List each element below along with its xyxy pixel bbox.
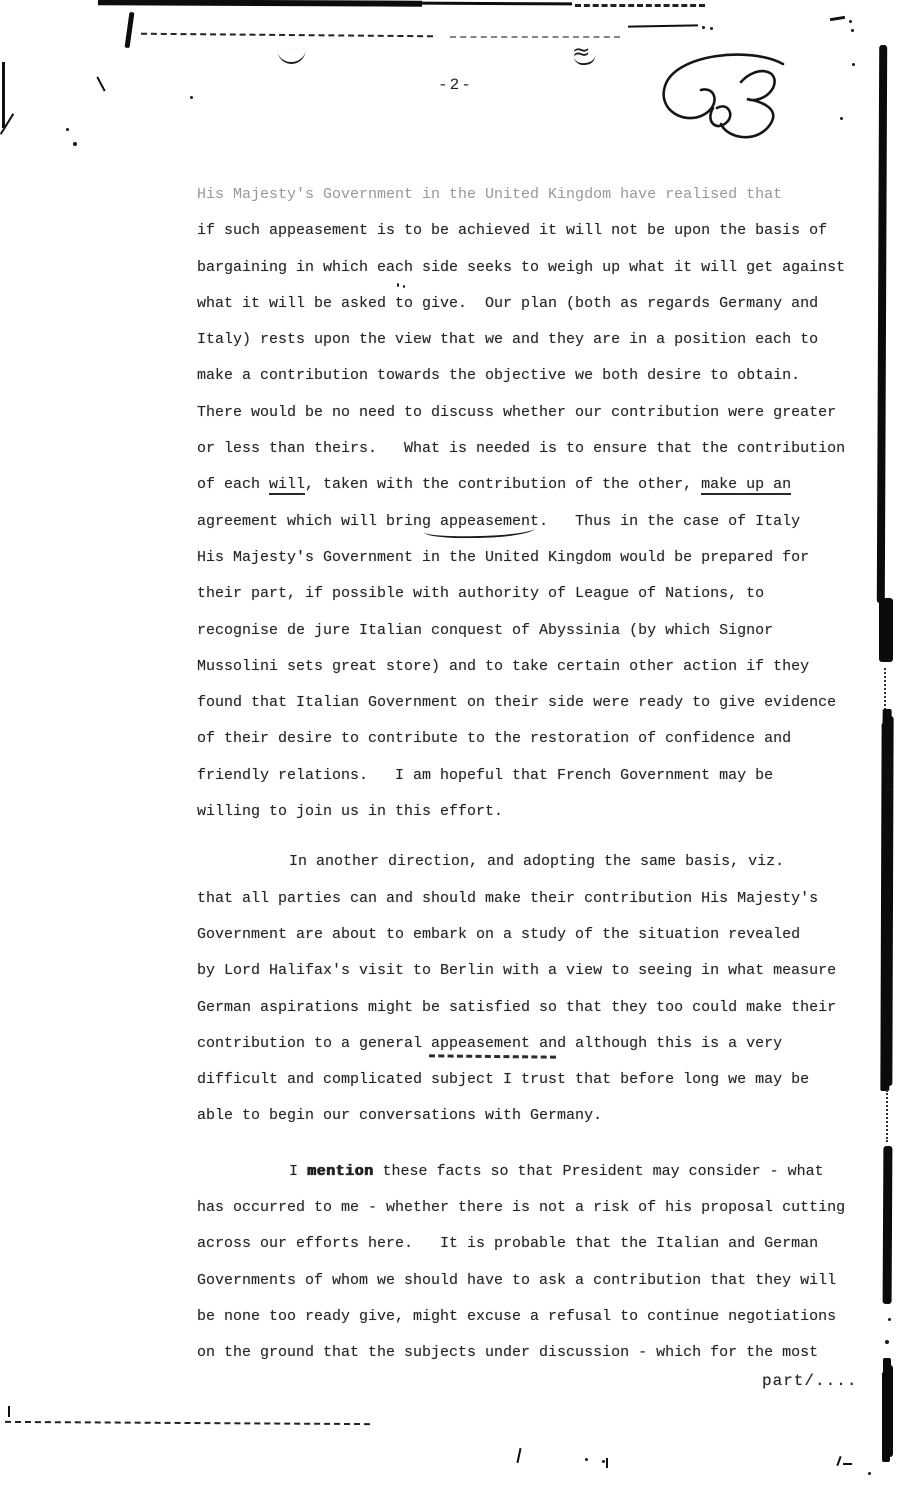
corner-dash-mark [830, 16, 845, 21]
text-line [197, 990, 865, 1026]
stray-dot [190, 96, 193, 99]
text-segment: able to begin our conversations with Germany. [197, 1107, 603, 1125]
text-segment: what it will be asked to give. Our plan (both as regards Germany and [197, 294, 819, 312]
continuation-marker: part/.... [762, 1372, 858, 1390]
bottom-tick [606, 1458, 608, 1468]
text-segment: willing to join us in this effort. [197, 803, 504, 821]
squiggle-mark: ≈ [572, 40, 591, 65]
stray-dot [885, 1340, 889, 1344]
text-line [197, 540, 865, 576]
stray-dot [602, 1460, 605, 1463]
scan-edge-right-dots [884, 668, 888, 714]
text-line [197, 1098, 865, 1134]
left-edge-line [2, 62, 5, 128]
left-bottom-tick [8, 1406, 10, 1417]
stray-dot [840, 117, 843, 120]
scan-edge-right [883, 1146, 893, 1304]
text-segment: if such appeasement is to be achieved it will not be upon the basis of [197, 222, 828, 240]
paragraph [197, 844, 865, 1134]
text-line [197, 177, 865, 213]
text-segment: , taken with the contribution of the other, [305, 476, 702, 494]
text-segment: His Majesty's Government in the United Kingdom have realised that [197, 186, 783, 203]
text-segment: make up an [701, 476, 792, 494]
text-segment: In another direction, and adopting the same basis, viz. [289, 853, 785, 871]
text-segment: across our efforts here. It is probable that the Italian and German [197, 1235, 819, 1253]
stray-dot [849, 20, 852, 23]
text-line [197, 213, 865, 249]
text-segment: on the ground that the subjects under discussion - which for the most [197, 1344, 819, 1362]
text-segment: of their desire to contribute to the restoration of confidence and [197, 730, 792, 748]
text-line [197, 758, 865, 794]
text-line [197, 1062, 865, 1098]
scan-edge-right [879, 598, 893, 662]
text-segment: friendly relations. I am hopeful that French Government may be [197, 766, 774, 784]
text-segment: has occurred to me - whether there is not a risk of his proposal cutting [197, 1199, 846, 1217]
text-line [197, 1299, 865, 1335]
page-number: -2- [438, 76, 473, 94]
stray-dot [73, 142, 77, 146]
stray-dot [710, 27, 713, 30]
text-line [197, 358, 865, 394]
text-line [197, 794, 865, 830]
text-segment: Italy) rests upon the view that we and they are in a position each to [197, 331, 819, 349]
text-line [197, 685, 865, 721]
text-segment: Mussolini sets great store) and to take certain other action if they [197, 657, 810, 675]
text-line [197, 953, 865, 989]
text-line [197, 721, 865, 757]
stray-dot [868, 1472, 871, 1475]
document-body [197, 177, 865, 1372]
text-segment: and although this is a very [530, 1034, 783, 1052]
short-rule-mark [628, 24, 698, 27]
handwritten-503-mark [655, 52, 805, 147]
text-segment: Government are about to embark on a study of the situation revealed [197, 925, 801, 943]
bottom-corner-tick [843, 1463, 852, 1465]
pen-stroke-mark [125, 12, 135, 48]
stray-dot [66, 128, 69, 131]
scan-edge-top-thin [420, 2, 572, 6]
stray-dot [852, 63, 855, 66]
text-segment: or less than theirs. What is needed is to ensure that the contribution [197, 440, 846, 458]
text-line [197, 250, 865, 286]
text-segment: His Majesty's Government in the United Kingdom would be prepared for [197, 548, 810, 566]
text-line [197, 395, 865, 431]
text-segment: found that Italian Government on their side were ready to give evidence [197, 694, 837, 712]
margin-tick [886, 758, 890, 760]
scan-edge-right [883, 1365, 893, 1457]
text-segment: make a contribution towards the objective we both desire to obtain. [197, 367, 801, 385]
text-segment: these facts so that President may consider - what [373, 1162, 824, 1180]
text-line [197, 1335, 865, 1371]
bottom-slash-mark [516, 1448, 521, 1463]
stray-dot [851, 29, 854, 32]
scan-edge-right-dots [886, 1090, 890, 1142]
text-segment: There would be no need to discuss whether our contribution were greater [197, 403, 837, 421]
margin-tick [886, 772, 890, 774]
slash-mark [96, 76, 105, 91]
text-line [197, 613, 865, 649]
bottom-corner-tick [836, 1456, 841, 1466]
text-line [197, 322, 865, 358]
paragraph [197, 177, 865, 830]
paragraph [197, 1154, 865, 1372]
text-line [197, 576, 865, 612]
text-line [197, 649, 865, 685]
text-line [197, 1154, 865, 1190]
scan-edge-top-dashes [575, 4, 705, 7]
text-segment: bargaining in which each side seeks to weigh up what it will get against [197, 258, 846, 276]
text-line [197, 1263, 865, 1299]
text-segment: appeasement [431, 1034, 531, 1052]
text-segment: I [289, 1162, 308, 1180]
text-segment: of each [197, 476, 270, 494]
text-line [197, 504, 865, 540]
scan-edge-bottom-dashes [5, 1421, 370, 1425]
text-line [197, 467, 865, 503]
text-line [197, 844, 865, 880]
text-segment: . Thus in the case of Italy [539, 512, 801, 530]
stray-dot [702, 26, 705, 29]
margin-tick [886, 788, 890, 790]
dashed-rule-mark-faint [450, 36, 620, 38]
text-segment: agreement which will bring [197, 512, 441, 530]
text-segment: Governments of whom we should have to ask a contribution that they will [197, 1271, 837, 1289]
scan-edge-right [877, 45, 887, 603]
text-segment: their part, if possible with authority of League of Nations, to [197, 585, 765, 603]
text-line [197, 286, 865, 322]
text-segment: difficult and complicated subject I trust that before long we may be [197, 1071, 810, 1089]
check-curve-mark [278, 49, 307, 65]
text-segment: German aspirations might be satisfied so that they too could make their [197, 998, 837, 1016]
text-segment: recognise de jure Italian conquest of Abyssinia (by which Signor [197, 621, 774, 639]
text-segment: will [269, 476, 306, 494]
text-line [197, 431, 865, 467]
text-segment: appeasement [440, 512, 540, 530]
text-segment: contribution to a general [197, 1034, 432, 1052]
stray-dot [585, 1458, 588, 1461]
text-segment: be none too ready give, might excuse a refusal to continue negotiations [197, 1307, 837, 1325]
text-segment: that all parties can and should make their contribution His Majesty's [197, 889, 819, 907]
text-line [197, 1190, 865, 1226]
text-line [197, 881, 865, 917]
stray-dot [888, 1318, 891, 1321]
text-segment: by Lord Halifax's visit to Berlin with a view to seeing in what measure [197, 962, 837, 980]
text-segment: mention [307, 1162, 374, 1180]
dashed-rule-mark [141, 33, 433, 38]
text-line [197, 917, 865, 953]
scan-edge-top [98, 0, 422, 7]
text-line [197, 1226, 865, 1262]
text-line [197, 1026, 865, 1062]
